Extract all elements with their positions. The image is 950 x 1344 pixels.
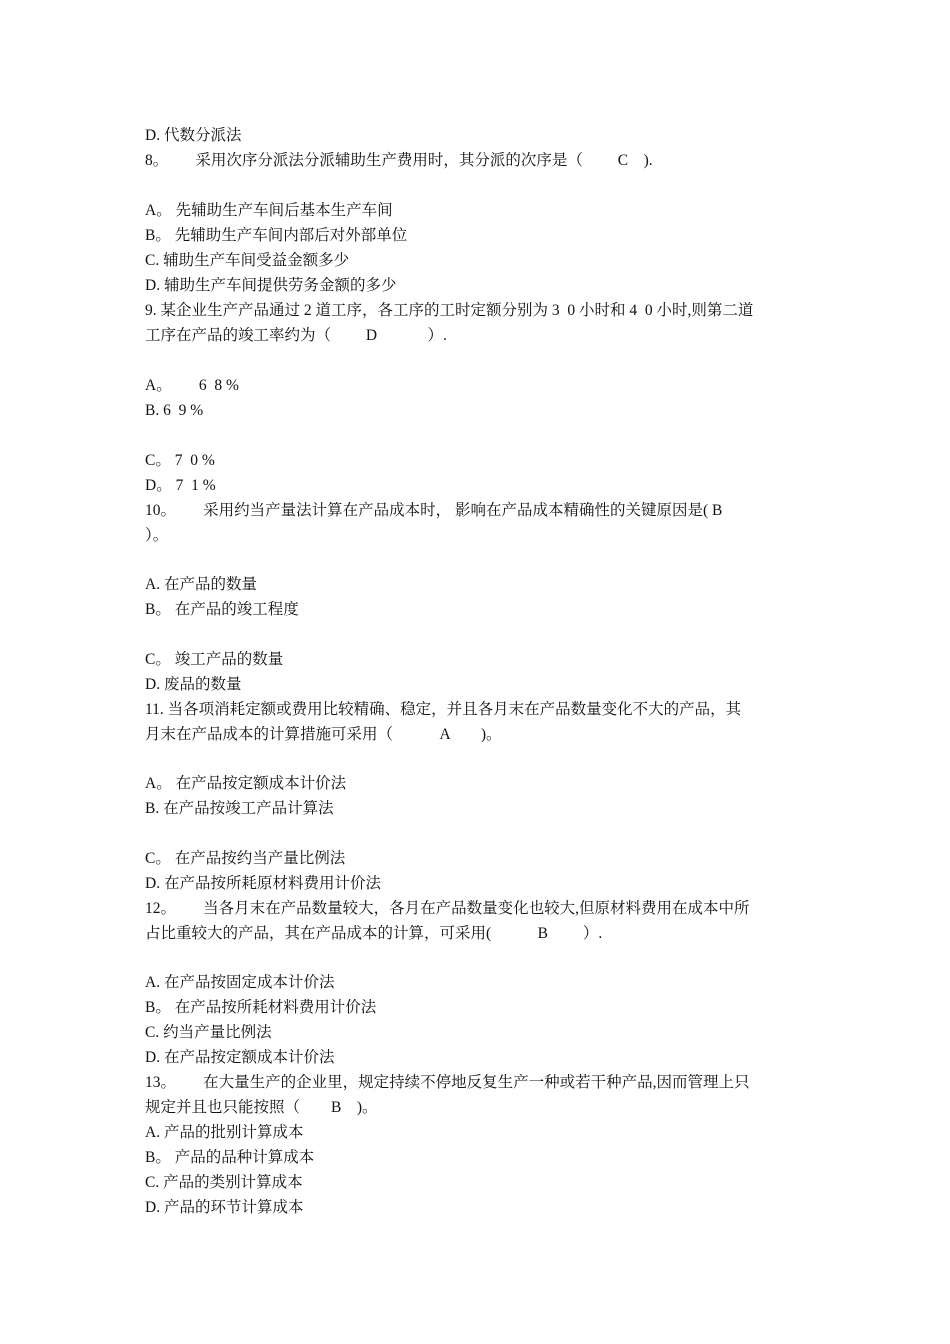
question-11-line-2: 月末在产品成本的计算措施可采用（ A )。: [145, 726, 502, 743]
option-12c: C. 约当产量比例法: [145, 1024, 272, 1041]
option-12a: A. 在产品按固定成本计价法: [145, 974, 335, 991]
option-9a: A。 6 8 %: [145, 377, 239, 394]
option-10d: D. 废品的数量: [145, 676, 242, 693]
question-12-line-1: 12。 当各月末在产品数量较大，各月在产品数量变化也较大,但原材料费用在成本中所: [145, 900, 750, 917]
option-10b: B。 在产品的竣工程度: [145, 601, 299, 618]
option-11b: B. 在产品按竣工产品计算法: [145, 800, 334, 817]
question-10-line-2: ）。: [145, 527, 169, 544]
option-13b: B。 产品的品种计算成本: [145, 1149, 315, 1166]
option-9b: B. 6 9 %: [145, 402, 204, 419]
option-8a: A。 先辅助生产车间后基本生产车间: [145, 202, 393, 219]
question-9-line-2: 工序在产品的竣工率约为（ D ）.: [145, 327, 447, 344]
option-7d: D. 代数分派法: [145, 127, 242, 144]
option-10a: A. 在产品的数量: [145, 576, 257, 593]
question-12-line-2: 占比重较大的产品，其在产品成本的计算，可采用( B ）.: [145, 925, 603, 942]
option-13d: D. 产品的环节计算成本: [145, 1199, 304, 1216]
question-13-line-2: 规定并且也只能按照（ B )。: [145, 1099, 378, 1116]
option-8b: B。 先辅助生产车间内部后对外部单位: [145, 227, 408, 244]
option-11a: A。 在产品按定额成本计价法: [145, 775, 347, 792]
question-11-line-1: 11. 当各项消耗定额或费用比较精确、稳定，并且各月末在产品数量变化不大的产品，其: [145, 701, 742, 718]
option-12d: D. 在产品按定额成本计价法: [145, 1049, 335, 1066]
option-11d: D. 在产品按所耗原材料费用计价法: [145, 875, 381, 892]
option-12b: B。 在产品按所耗材料费用计价法: [145, 999, 377, 1016]
question-13-line-1: 13。 在大量生产的企业里，规定持续不停地反复生产一种或若干种产品,因而管理上只: [145, 1074, 750, 1091]
option-13c: C. 产品的类别计算成本: [145, 1174, 303, 1191]
option-11c: C。 在产品按约当产量比例法: [145, 850, 346, 867]
option-8c: C. 辅助生产车间受益金额多少: [145, 252, 350, 269]
question-8: 8。 采用次序分派法分派辅助生产费用时，其分派的次序是（ C ).: [145, 152, 653, 169]
option-8d: D. 辅助生产车间提供劳务金额的多少: [145, 277, 397, 294]
option-9d: D。 7 1 %: [145, 477, 216, 494]
question-10-line-1: 10。 采用约当产量法计算在产品成本时， 影响在产品成本精确性的关键原因是( B: [145, 502, 723, 519]
option-9c: C。 7 0 %: [145, 452, 215, 469]
option-10c: C。 竣工产品的数量: [145, 651, 284, 668]
question-9-line-1: 9. 某企业生产产品通过 2 道工序，各工序的工时定额分别为 3 0 小时和 4 0 小时,则第二道: [145, 302, 754, 319]
option-13a: A. 产品的批别计算成本: [145, 1124, 304, 1141]
